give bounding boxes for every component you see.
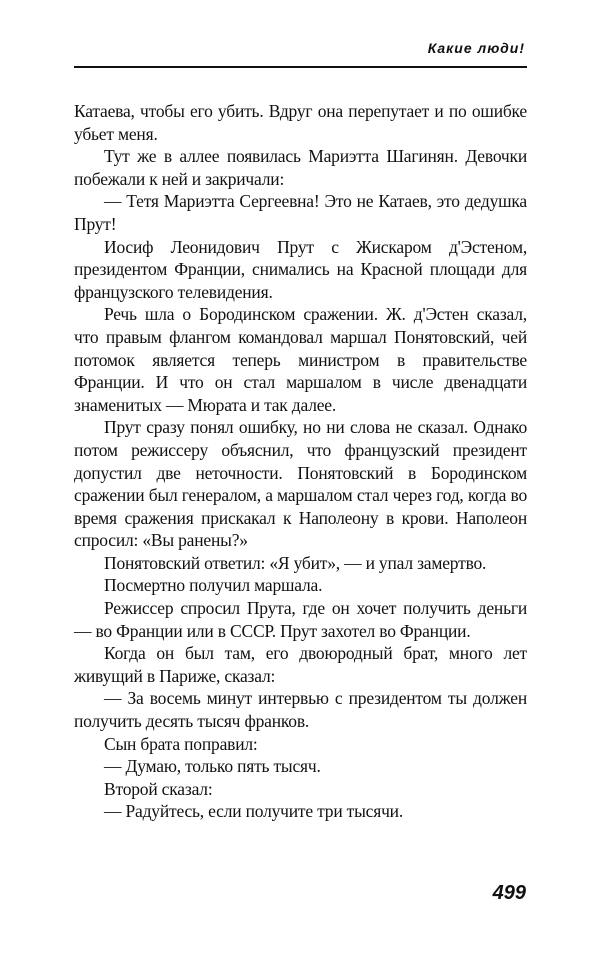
paragraph: Прут сразу понял ошибку, но ни слова не сказал. Однако потом режиссеру объяснил, что французский президент допустил две неточности. Понятовский в Бородинском сражении был генералом, а маршалом стал через год, когда во время сражения прискакал к Наполеону в крови. Наполеон спросил: «Вы ранены?»	[74, 417, 527, 551]
body-text	[74, 100, 527, 823]
paragraph: Речь шла о Бородинском сражении. Ж. д'Эстен сказал, что правым флангом командовал маршал Понятовский, чей потомок является теперь министром в правительстве Франции. И что он стал маршалом в числе двенадцати знаменитых — Мюрата и так далее.	[74, 304, 527, 415]
paragraph: Понятовский ответил: «Я убит», — и упал замертво.	[104, 552, 487, 573]
paragraph: — Радуйтесь, если получите три тысячи.	[104, 801, 404, 822]
paragraph: Сын брата поправил:	[104, 733, 258, 754]
paragraph: Когда он был там, его двоюродный брат, много лет живущий в Париже, сказал:	[74, 643, 527, 686]
paragraph: Тут же в аллее появилась Мариэтта Шагинян. Девочки побежали к ней и закричали:	[74, 146, 527, 189]
paragraph: Катаева, чтобы его убить. Вдруг она перепутает и по ошибке убьет меня.	[74, 101, 527, 144]
page-number: 499	[492, 882, 526, 904]
paragraph: — Тетя Мариэтта Сергеевна! Это не Катаев, это дедушка Прут!	[74, 191, 527, 234]
paragraph: Второй сказал:	[104, 778, 213, 799]
paragraph: — Думаю, только пять тысяч.	[104, 756, 321, 777]
header-rule	[74, 66, 527, 68]
paragraph: Иосиф Леонидович Прут с Жискаром д'Эстеном, президентом Франции, снимались на Красной площади для французского телевидения.	[74, 236, 527, 302]
paragraph: — За восемь минут интервью с президентом ты должен получить десять тысяч франков.	[74, 688, 527, 732]
paragraph: Режиссер спросил Прута, где он хочет получить деньги — во Франции или в СССР. Прут захотел во Франции.	[74, 598, 527, 641]
running-title: Какие люди!	[427, 40, 525, 56]
paragraph: Посмертно получил маршала.	[104, 575, 323, 596]
